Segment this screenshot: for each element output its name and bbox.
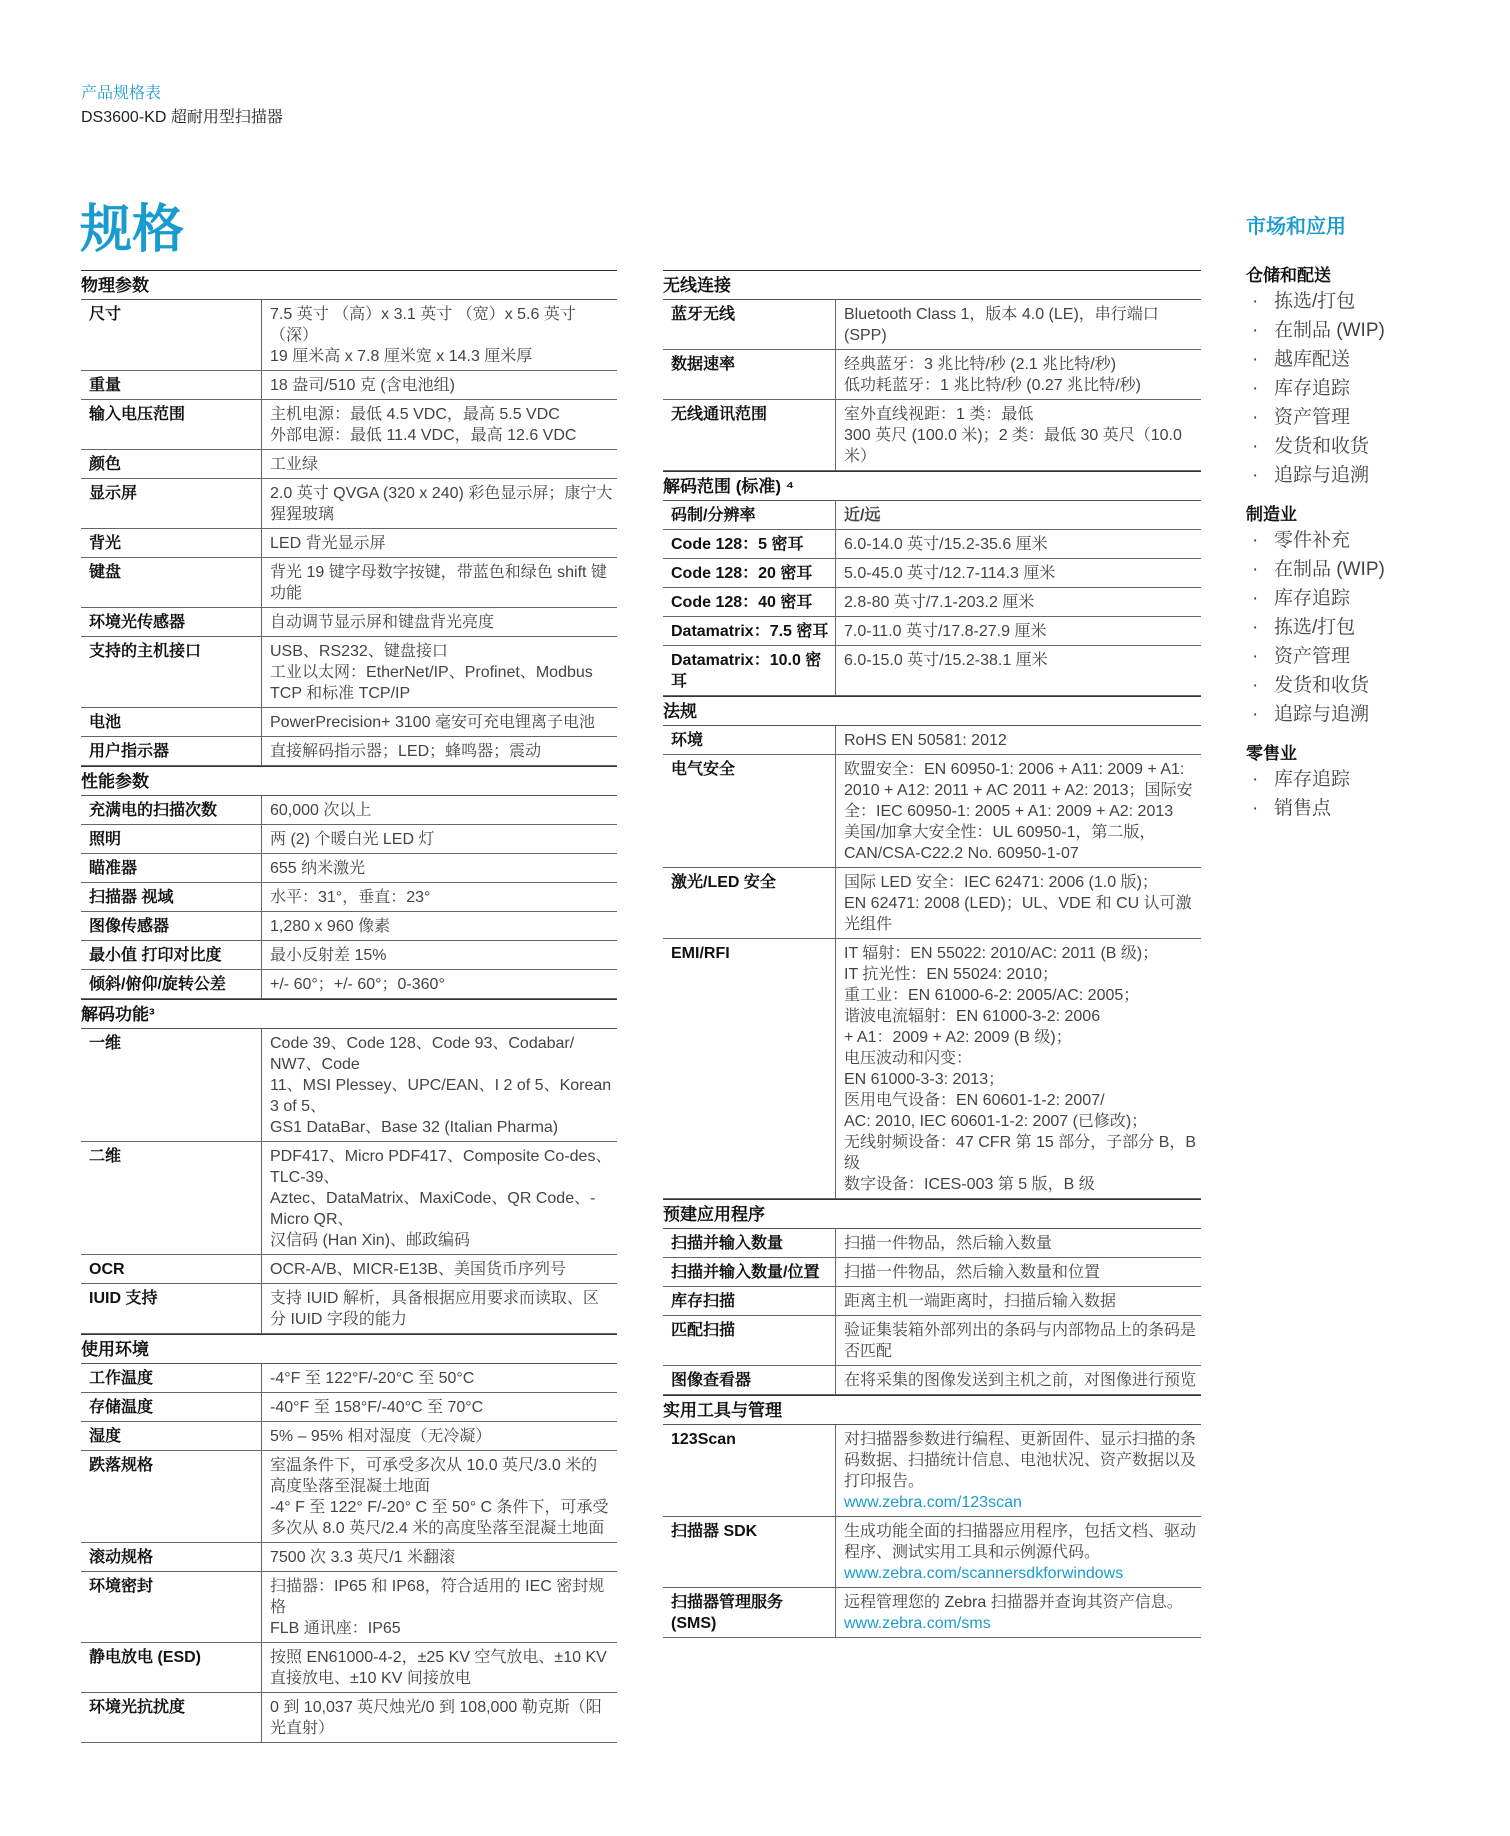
spec-value [262, 1643, 618, 1693]
spec-value [836, 1229, 1202, 1258]
spec-value-text: 扫描一件物品，然后输入数量 [844, 1235, 1053, 1252]
spec-value [836, 1316, 1202, 1366]
spec-value-text: 7500 次 3.3 英尺/1 米翻滚 [270, 1549, 455, 1566]
table-row [663, 726, 1201, 755]
spec-value [262, 300, 618, 371]
table-row [81, 1422, 617, 1451]
market-item-label: 资产管理 [1274, 646, 1351, 667]
spec-label: Code 128：20 密耳 [663, 559, 836, 588]
spec-table [81, 1364, 617, 1743]
table-row [81, 1451, 617, 1543]
list-item [1246, 555, 1476, 584]
spec-label: 匹配扫描 [663, 1316, 836, 1366]
spec-value-text: OCR-A/B、MICR-E13B、美国货币序列号 [270, 1261, 567, 1278]
spec-value [836, 755, 1202, 868]
middle-spec-column [663, 270, 1201, 1638]
spec-value-text: 对扫描器参数进行编程、更新固件、显示扫描的条码数据、扫描统计信息、电池状况、资产数据以及打印报告。 [844, 1431, 1197, 1490]
section-title: 使用环境 [81, 1335, 617, 1364]
spec-label: 支持的主机接口 [81, 637, 262, 708]
market-item-label: 库存追踪 [1274, 588, 1351, 609]
spec-value [262, 558, 618, 608]
spec-label: 数据速率 [663, 350, 836, 400]
table-row [81, 1393, 617, 1422]
bullet-icon: · [1252, 617, 1259, 638]
spec-value-text: 5.0-45.0 英寸/12.7-114.3 厘米 [844, 565, 1056, 582]
spec-value [836, 868, 1202, 939]
spec-value [262, 479, 618, 529]
spec-value-text: 2.8-80 英寸/7.1-203.2 厘米 [844, 594, 1035, 611]
spec-value-text: 距离主机一端距离时，扫描后输入数据 [844, 1293, 1117, 1310]
spec-value [836, 350, 1202, 400]
table-row [663, 350, 1201, 400]
market-item-label: 销售点 [1274, 798, 1332, 819]
table-row [81, 1142, 617, 1255]
spec-value [262, 529, 618, 558]
table-row [663, 1316, 1201, 1366]
spec-value [262, 1364, 618, 1393]
spec-label: 电气安全 [663, 755, 836, 868]
spec-section [81, 1334, 617, 1743]
spec-section [81, 766, 617, 999]
spec-label: IUID 支持 [81, 1284, 262, 1334]
spec-table [81, 300, 617, 766]
list-item [1246, 316, 1476, 345]
spec-value-text: IT 辐射：EN 55022: 2010/AC: 2011 (B 级)； IT 抗光性：EN 55024: 2010； 重工业：EN 61000-6-2: 2005/AC: 2005； 谐波电流辐射：EN 61000-3-2: 2006 + A1：2009 + A2: 2009 (B 级)； 电压波动和闪变： EN 61000-3-3: 2013； 医用电气设备：EN 60601-1-2: 2007/ AC: 2010, IEC 60601-1-2: 2007 (已修改)； 无线射频设备：47 CFR 第 15 部分，子部分 B，B 级 数字设备：ICES-003 第 5 版，B 级 [844, 945, 1197, 1193]
table-row [663, 1366, 1201, 1395]
spec-label: 无线通讯范围 [663, 400, 836, 471]
spec-value [836, 588, 1202, 617]
spec-table [663, 1229, 1201, 1395]
spec-value [836, 939, 1202, 1199]
spec-label: 尺寸 [81, 300, 262, 371]
spec-value [836, 1287, 1202, 1316]
spec-value [262, 912, 618, 941]
spec-value-text: 直接解码指示器；LED；蜂鸣器；震动 [270, 743, 542, 760]
spec-value [262, 1284, 618, 1334]
bullet-icon: · [1252, 798, 1259, 819]
list-item [1246, 403, 1476, 432]
spec-value-text: USB、RS232、键盘接口 工业以太网：EtherNet/IP、Profinet、Modbus TCP 和标准 TCP/IP [270, 643, 593, 702]
spec-label: 环境光抗扰度 [81, 1693, 262, 1743]
spec-label: 倾斜/俯仰/旋转公差 [81, 970, 262, 999]
table-row [81, 912, 617, 941]
spec-value [836, 646, 1202, 696]
spec-value-text: 按照 EN61000-4-2，±25 KV 空气放电、±10 KV 直接放电、±10 KV 间接放电 [270, 1649, 607, 1687]
bullet-icon: · [1252, 436, 1259, 457]
spec-value-text: 655 纳米激光 [270, 860, 366, 877]
spec-label: 颜色 [81, 450, 262, 479]
table-row [81, 796, 617, 825]
market-group-name: 仓储和配送 [1246, 266, 1331, 285]
spec-section [81, 999, 617, 1334]
table-row [663, 939, 1201, 1199]
spec-value-text: 支持 IUID 解析，具备根据应用要求而读取、区分 IUID 字段的能力 [270, 1290, 599, 1328]
table-row [663, 1588, 1201, 1638]
spec-value-text: 两 (2) 个暖白光 LED 灯 [270, 831, 435, 848]
bullet-icon: · [1252, 291, 1259, 312]
spec-label: 照明 [81, 825, 262, 854]
doc-type-label: 产品规格表 [81, 85, 162, 102]
spec-label: 电池 [81, 708, 262, 737]
spec-value-text: 背光 19 键字母数字按键，带蓝色和绿色 shift 键功能 [270, 564, 607, 602]
spec-value-text: -4°F 至 122°F/-20°C 至 50°C [270, 1370, 475, 1387]
section-title: 性能参数 [81, 767, 617, 796]
spec-value-text: 国际 LED 安全：IEC 62471: 2006 (1.0 版)； EN 62471: 2008 (LED)；UL、VDE 和 CU 认可激光组件 [844, 874, 1192, 933]
market-item-label: 发货和收货 [1274, 436, 1370, 457]
table-row [81, 1284, 617, 1334]
spec-value-text: LED 背光显示屏 [270, 535, 386, 552]
section-title: 解码范围 (标准) ⁴ [663, 472, 1201, 501]
table-row [81, 529, 617, 558]
spec-label: 激光/LED 安全 [663, 868, 836, 939]
spec-value [262, 400, 618, 450]
spec-value-text: 扫描一件物品，然后输入数量和位置 [844, 1264, 1101, 1281]
spec-section [663, 270, 1201, 471]
spec-value [836, 530, 1202, 559]
spec-value-text: 验证集装箱外部列出的条码与内部物品上的条码是否匹配 [844, 1322, 1197, 1360]
spec-value-text: PowerPrecision+ 3100 毫安可充电锂离子电池 [270, 714, 595, 731]
spec-label: 蓝牙无线 [663, 300, 836, 350]
bullet-icon: · [1252, 559, 1259, 580]
list-item [1246, 671, 1476, 700]
spec-value [836, 1258, 1202, 1287]
table-header-row [663, 501, 1201, 530]
spec-value [836, 300, 1202, 350]
section-title: 物理参数 [81, 271, 617, 300]
table-row [81, 737, 617, 766]
spec-label: 充满电的扫描次数 [81, 796, 262, 825]
spec-value [262, 450, 618, 479]
spec-value-text: +/- 60°；+/- 60°；0-360° [270, 976, 445, 993]
table-row [663, 300, 1201, 350]
bullet-icon: · [1252, 769, 1259, 790]
market-item-label: 库存追踪 [1274, 769, 1351, 790]
spec-value [836, 617, 1202, 646]
spec-value [262, 608, 618, 637]
market-group [1246, 504, 1476, 729]
list-item [1246, 794, 1476, 823]
spec-label: 背光 [81, 529, 262, 558]
spec-value-text: 欧盟安全：EN 60950-1: 2006 + A11: 2009 + A1: 2010 + A12: 2011 + AC 2011 + A2: 2013；国际安全：IEC 60950-1: 2005 + A1: 2009 + A2: 2013 美国/加拿大安全性：UL 60950-1，第二版，CAN/CSA-C22.2 No. 60950-1-07 [844, 761, 1193, 862]
spec-value-text: 60,000 次以上 [270, 802, 372, 819]
table-row [81, 708, 617, 737]
spec-value [262, 708, 618, 737]
bullet-icon: · [1252, 704, 1259, 725]
spec-table [663, 300, 1201, 471]
list-item [1246, 642, 1476, 671]
spec-table [663, 726, 1201, 1199]
spec-value-text: 室外直线视距：1 类：最低 300 英尺 (100.0 米)；2 类：最低 30 英尺（10.0 米） [844, 406, 1182, 465]
table-row [663, 559, 1201, 588]
spec-value-text: 7.0-11.0 英寸/17.8-27.9 厘米 [844, 623, 1047, 640]
spec-value [262, 371, 618, 400]
table-row [81, 883, 617, 912]
market-item-label: 追踪与追溯 [1274, 704, 1370, 725]
spec-label: EMI/RFI [663, 939, 836, 1199]
section-title: 无线连接 [663, 271, 1201, 300]
spec-value [262, 1693, 618, 1743]
spec-section [663, 1199, 1201, 1395]
spec-label: OCR [81, 1255, 262, 1284]
bullet-icon: · [1252, 320, 1259, 341]
list-item [1246, 526, 1476, 555]
spec-label: 扫描并输入数量/位置 [663, 1258, 836, 1287]
spec-value [262, 1393, 618, 1422]
table-row [663, 1425, 1201, 1517]
market-item-label: 资产管理 [1274, 407, 1351, 428]
section-title: 预建应用程序 [663, 1200, 1201, 1229]
spec-label: 二维 [81, 1142, 262, 1255]
table-row [81, 1543, 617, 1572]
bullet-icon: · [1252, 407, 1259, 428]
list-item [1246, 432, 1476, 461]
spec-value-text: 18 盎司/510 克 (含电池组) [270, 377, 455, 394]
bullet-icon: · [1252, 349, 1259, 370]
bullet-icon: · [1252, 378, 1259, 399]
table-row [81, 1364, 617, 1393]
spec-label: 扫描器 SDK [663, 1517, 836, 1588]
spec-value [836, 559, 1202, 588]
spec-value-text: Code 39、Code 128、Code 93、Codabar/ NW7、Code 11、MSI Plessey、UPC/EAN、I 2 of 5、Korean 3 of 5、 GS1 DataBar、Base 32 (Italian Pharma) [270, 1035, 612, 1136]
market-item-label: 在制品 (WIP) [1274, 320, 1385, 341]
spec-label: 重量 [81, 371, 262, 400]
spec-label: 库存扫描 [663, 1287, 836, 1316]
left-spec-column [81, 270, 617, 1743]
market-item-label: 零件补充 [1274, 530, 1351, 551]
bullet-icon: · [1252, 530, 1259, 551]
table-row [81, 941, 617, 970]
market-item-label: 追踪与追溯 [1274, 465, 1370, 486]
page-title: 规格 [80, 201, 185, 259]
spec-table [663, 1425, 1201, 1638]
spec-label: 瞄准器 [81, 854, 262, 883]
spec-value [262, 1255, 618, 1284]
table-row [663, 400, 1201, 471]
spec-label: 一维 [81, 1029, 262, 1142]
spec-value-text: 室温条件下，可承受多次从 10.0 英尺/3.0 米的高度坠落至混凝土地面 -4° F 至 122° F/-20° C 至 50° C 条件下，可承受多次从 8.0 英尺/2.4 米的高度坠落至混凝土地面 [270, 1457, 609, 1537]
table-row [81, 825, 617, 854]
spec-value-text: 经典蓝牙：3 兆比特/秒 (2.1 兆比特/秒) 低功耗蓝牙：1 兆比特/秒 (0.27 兆比特/秒) [844, 356, 1141, 394]
table-row [81, 854, 617, 883]
spec-table [81, 796, 617, 999]
spec-label: 图像传感器 [81, 912, 262, 941]
spec-label: Datamatrix：10.0 密耳 [663, 646, 836, 696]
spec-value [836, 726, 1202, 755]
table-row [663, 588, 1201, 617]
list-item [1246, 765, 1476, 794]
spec-label: Datamatrix：7.5 密耳 [663, 617, 836, 646]
table-row [81, 970, 617, 999]
spec-label: 最小值 打印对比度 [81, 941, 262, 970]
spec-label: 键盘 [81, 558, 262, 608]
spec-value [836, 400, 1202, 471]
table-row [663, 1229, 1201, 1258]
market-group-name: 制造业 [1246, 505, 1297, 524]
spec-label: Code 128：5 密耳 [663, 530, 836, 559]
spec-label: 环境密封 [81, 1572, 262, 1643]
markets-groups [1246, 265, 1476, 823]
table-row [81, 1693, 617, 1743]
spec-value-text: 2.0 英寸 QVGA (320 x 240) 彩色显示屏；康宁大猩猩玻璃 [270, 485, 613, 523]
table-row [663, 1258, 1201, 1287]
table-row [663, 755, 1201, 868]
bullet-icon: · [1252, 465, 1259, 486]
spec-label: Code 128：40 密耳 [663, 588, 836, 617]
table-row [81, 300, 617, 371]
spec-label: 环境 [663, 726, 836, 755]
spec-value-text: 自动调节显示屏和键盘背光亮度 [270, 614, 495, 631]
market-item-label: 在制品 (WIP) [1274, 559, 1385, 580]
spec-value-text: 5% – 95% 相对湿度（无冷凝） [270, 1428, 492, 1445]
spec-value [262, 1029, 618, 1142]
spec-value-text: Bluetooth Class 1，版本 4.0 (LE)，串行端口 (SPP) [844, 306, 1159, 344]
table-row [663, 1287, 1201, 1316]
spec-value-text: 水平：31°，垂直：23° [270, 889, 431, 906]
web-link[interactable]: www.zebra.com/scannersdkforwindows [844, 1565, 1124, 1582]
spec-value [262, 1451, 618, 1543]
table-row [81, 1255, 617, 1284]
market-group [1246, 265, 1476, 490]
table-row [663, 868, 1201, 939]
market-item-label: 越库配送 [1274, 349, 1351, 370]
table-row [81, 479, 617, 529]
spec-value [262, 796, 618, 825]
spec-value [262, 637, 618, 708]
spec-value-text: 最小反射差 15% [270, 947, 387, 964]
spec-value [262, 737, 618, 766]
markets-title: 市场和应用 [1246, 216, 1346, 238]
product-name: DS3600-KD 超耐用型扫描器 [81, 109, 283, 126]
web-link[interactable]: www.zebra.com/123scan [844, 1494, 1022, 1511]
table-row [663, 1517, 1201, 1588]
spec-value [836, 1425, 1202, 1517]
table-row [663, 646, 1201, 696]
spec-table [663, 501, 1201, 696]
market-item-label: 发货和收货 [1274, 675, 1370, 696]
column-header: 码制/分辨率 [663, 501, 836, 530]
spec-value [262, 1572, 618, 1643]
markets-sidebar [1246, 210, 1476, 837]
spec-value-text: 生成功能全面的扫描器应用程序，包括文档、驱动程序、测试实用工具和示例源代码。 [844, 1523, 1197, 1561]
table-row [81, 450, 617, 479]
spec-value-text: 远程管理您的 Zebra 扫描器并查询其资产信息。 [844, 1594, 1183, 1611]
spec-value [262, 825, 618, 854]
bullet-icon: · [1252, 588, 1259, 609]
table-row [81, 1029, 617, 1142]
spec-section [663, 696, 1201, 1199]
spec-label: 扫描器 视域 [81, 883, 262, 912]
column-header: 近/远 [836, 501, 1202, 530]
table-row [81, 371, 617, 400]
spec-value [262, 1543, 618, 1572]
spec-value-text: 在将采集的图像发送到主机之前，对图像进行预览 [844, 1372, 1197, 1389]
spec-value [262, 1422, 618, 1451]
spec-label: 123Scan [663, 1425, 836, 1517]
table-row [81, 558, 617, 608]
market-item-label: 库存追踪 [1274, 378, 1351, 399]
spec-label: 存储温度 [81, 1393, 262, 1422]
list-item [1246, 700, 1476, 729]
list-item [1246, 584, 1476, 613]
spec-value-text: 工业绿 [270, 456, 319, 473]
spec-value-text: RoHS EN 50581: 2012 [844, 732, 1007, 749]
spec-value [262, 970, 618, 999]
spec-label: 扫描器管理服务 (SMS) [663, 1588, 836, 1638]
spec-label: 环境光传感器 [81, 608, 262, 637]
table-row [81, 637, 617, 708]
spec-label: 工作温度 [81, 1364, 262, 1393]
web-link[interactable]: www.zebra.com/sms [844, 1615, 991, 1632]
table-row [663, 617, 1201, 646]
spec-value-text: -40°F 至 158°F/-40°C 至 70°C [270, 1399, 484, 1416]
spec-section [81, 270, 617, 766]
bullet-icon: · [1252, 646, 1259, 667]
list-item [1246, 345, 1476, 374]
spec-label: 湿度 [81, 1422, 262, 1451]
spec-value [836, 1517, 1202, 1588]
spec-label: 静电放电 (ESD) [81, 1643, 262, 1693]
spec-value [262, 1142, 618, 1255]
spec-section [663, 471, 1201, 696]
spec-value-text: 0 到 10,037 英尺烛光/0 到 108,000 勒克斯（阳光直射） [270, 1699, 602, 1737]
spec-value-text: 扫描器：IP65 和 IP68，符合适用的 IEC 密封规格 FLB 通讯座：IP65 [270, 1578, 605, 1637]
list-item [1246, 287, 1476, 316]
market-group-name: 零售业 [1246, 744, 1297, 763]
market-item-label: 拣选/打包 [1274, 291, 1356, 312]
table-row [81, 400, 617, 450]
table-row [81, 608, 617, 637]
table-row [663, 530, 1201, 559]
spec-label: 扫描并输入数量 [663, 1229, 836, 1258]
spec-value-text: 6.0-14.0 英寸/15.2-35.6 厘米 [844, 536, 1048, 553]
spec-value [262, 854, 618, 883]
section-title: 法规 [663, 697, 1201, 726]
spec-value-text: 1,280 x 960 像素 [270, 918, 391, 935]
spec-label: 图像查看器 [663, 1366, 836, 1395]
spec-label: 跌落规格 [81, 1451, 262, 1543]
spec-label: 滚动规格 [81, 1543, 262, 1572]
table-row [81, 1572, 617, 1643]
spec-value [262, 883, 618, 912]
spec-label: 用户指示器 [81, 737, 262, 766]
bullet-icon: · [1252, 675, 1259, 696]
spec-value-text: 6.0-15.0 英寸/15.2-38.1 厘米 [844, 652, 1048, 669]
spec-table [81, 1029, 617, 1334]
spec-value-text: 主机电源：最低 4.5 VDC，最高 5.5 VDC 外部电源：最低 11.4 VDC，最高 12.6 VDC [270, 406, 577, 444]
spec-section [663, 1395, 1201, 1638]
spec-value-text: 7.5 英寸 （高）x 3.1 英寸 （宽）x 5.6 英寸 （深） 19 厘米高 x 7.8 厘米宽 x 14.3 厘米厚 [270, 306, 576, 365]
spec-value [836, 1366, 1202, 1395]
list-item [1246, 613, 1476, 642]
section-title: 解码功能³ [81, 1000, 617, 1029]
list-item [1246, 374, 1476, 403]
spec-value [836, 1588, 1202, 1638]
market-group [1246, 743, 1476, 823]
table-row [81, 1643, 617, 1693]
spec-label: 显示屏 [81, 479, 262, 529]
spec-value [262, 941, 618, 970]
list-item [1246, 461, 1476, 490]
spec-value-text: PDF417、Micro PDF417、Composite Co-des、TLC-39、 Aztec、DataMatrix、MaxiCode、QR Code、- Micro QR、 汉信码 (Han Xin)、邮政编码 [270, 1148, 612, 1249]
spec-label: 输入电压范围 [81, 400, 262, 450]
section-title: 实用工具与管理 [663, 1396, 1201, 1425]
market-item-label: 拣选/打包 [1274, 617, 1356, 638]
